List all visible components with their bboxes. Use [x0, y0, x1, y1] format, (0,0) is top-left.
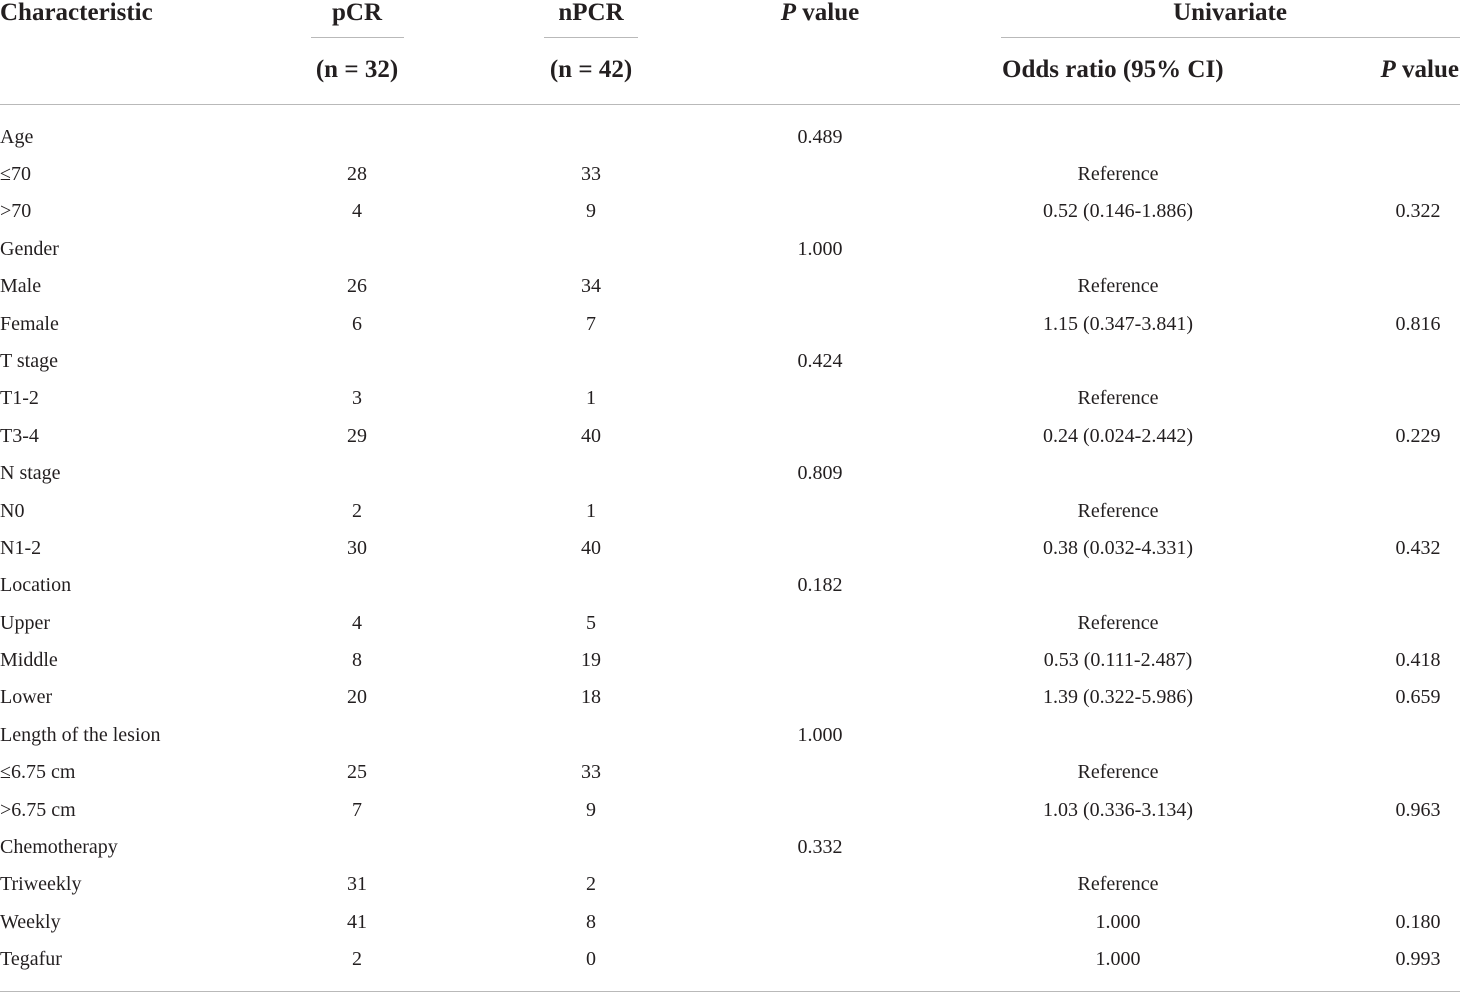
- table-row: [0, 574, 1460, 611]
- cell-odds-ratio: Reference: [1077, 761, 1159, 783]
- cell-pcr: 41: [347, 911, 367, 933]
- table-row: [0, 911, 1460, 948]
- cell-odds-ratio: Reference: [1077, 873, 1159, 895]
- header-up-italic: P: [1380, 56, 1396, 83]
- cell-characteristic: >6.75 cm: [0, 799, 76, 821]
- cell-pcr: 30: [347, 537, 367, 559]
- table-row: [0, 799, 1460, 836]
- cell-univariate-p: 0.322: [1395, 200, 1441, 222]
- table-row: [0, 836, 1460, 873]
- cell-characteristic: Lower: [0, 686, 53, 708]
- cell-characteristic: Length of the lesion: [0, 724, 161, 746]
- cell-odds-ratio: Reference: [1077, 612, 1159, 634]
- npcr-underline: [544, 37, 638, 38]
- table-row: [0, 462, 1460, 499]
- cell-characteristic: Female: [0, 313, 59, 335]
- table-row: [0, 163, 1460, 200]
- cell-characteristic: Gender: [0, 238, 59, 260]
- cell-npcr: 33: [581, 761, 601, 783]
- cell-characteristic: Middle: [0, 649, 58, 671]
- table-row: [0, 275, 1460, 312]
- cell-pcr: 28: [347, 163, 367, 185]
- cell-odds-ratio: 0.52 (0.146-1.886): [1043, 200, 1193, 222]
- table-row: [0, 686, 1460, 723]
- cell-p-value: 0.809: [797, 462, 843, 484]
- cell-npcr: 2: [586, 873, 596, 895]
- table-row: [0, 126, 1460, 163]
- cell-characteristic: T3-4: [0, 425, 39, 447]
- table-row: [0, 761, 1460, 798]
- cell-odds-ratio: 0.24 (0.024-2.442): [1043, 425, 1193, 447]
- cell-odds-ratio: 1.000: [1095, 948, 1141, 970]
- cell-univariate-p: 0.418: [1395, 649, 1441, 671]
- cell-pcr: 29: [347, 425, 367, 447]
- cell-pcr: 4: [352, 612, 362, 634]
- table-row: [0, 350, 1460, 387]
- cell-characteristic: Chemotherapy: [0, 836, 118, 858]
- cell-characteristic: Location: [0, 574, 72, 596]
- cell-npcr: 40: [581, 425, 601, 447]
- cell-npcr: 5: [586, 612, 596, 634]
- cell-npcr: 33: [581, 163, 601, 185]
- cell-univariate-p: 0.180: [1395, 911, 1441, 933]
- cell-pcr: 8: [352, 649, 362, 671]
- cell-odds-ratio: 0.53 (0.111-2.487): [1043, 649, 1193, 671]
- cell-odds-ratio: Reference: [1077, 163, 1159, 185]
- cell-p-value: 1.000: [797, 724, 843, 746]
- header-univariate: Univariate: [1173, 0, 1287, 26]
- cell-odds-ratio: Reference: [1077, 275, 1159, 297]
- cell-npcr: 1: [586, 500, 596, 522]
- cell-characteristic: Triweekly: [0, 873, 82, 895]
- cell-odds-ratio: 1.000: [1095, 911, 1141, 933]
- cell-univariate-p: 0.659: [1395, 686, 1441, 708]
- cell-characteristic: ≤70: [0, 163, 31, 185]
- table-row: [0, 387, 1460, 424]
- cell-characteristic: Upper: [0, 612, 50, 634]
- cell-odds-ratio: 1.39 (0.322-5.986): [1043, 686, 1193, 708]
- header-pcr: pCR: [331, 0, 383, 26]
- cell-pcr: 26: [347, 275, 367, 297]
- cell-p-value: 0.182: [797, 574, 843, 596]
- cell-characteristic: T1-2: [0, 387, 39, 409]
- header-pcr-n: (n = 32): [315, 56, 399, 83]
- table-row: [0, 537, 1460, 574]
- table-row: [0, 649, 1460, 686]
- cell-pcr: 7: [352, 799, 362, 821]
- cell-odds-ratio: 0.38 (0.032-4.331): [1043, 537, 1193, 559]
- cell-characteristic: Age: [0, 126, 34, 148]
- univariate-underline: [1001, 37, 1460, 38]
- cell-pcr: 20: [347, 686, 367, 708]
- header-npcr: nPCR: [558, 0, 624, 26]
- cell-characteristic: ≤6.75 cm: [0, 761, 76, 783]
- cell-pcr: 3: [352, 387, 362, 409]
- table-row: [0, 425, 1460, 462]
- cell-univariate-p: 0.993: [1395, 948, 1441, 970]
- table-row: [0, 500, 1460, 537]
- header-p-italic: P: [780, 0, 797, 26]
- cell-npcr: 8: [586, 911, 596, 933]
- cell-characteristic: N0: [0, 500, 25, 522]
- cell-p-value: 0.424: [797, 350, 843, 372]
- cell-p-value: 0.489: [797, 126, 843, 148]
- cell-odds-ratio: Reference: [1077, 500, 1159, 522]
- cell-p-value: 0.332: [797, 836, 843, 858]
- cell-pcr: 2: [352, 500, 362, 522]
- cell-pcr: 6: [352, 313, 362, 335]
- cell-characteristic: Tegafur: [0, 948, 62, 970]
- cell-odds-ratio: Reference: [1077, 387, 1159, 409]
- cell-npcr: 1: [586, 387, 596, 409]
- header-p-rest: value: [796, 0, 860, 26]
- pcr-underline: [311, 37, 404, 38]
- cell-npcr: 19: [581, 649, 601, 671]
- table-row: [0, 200, 1460, 237]
- cell-npcr: 34: [581, 275, 601, 297]
- cell-pcr: 25: [347, 761, 367, 783]
- table-row: [0, 724, 1460, 761]
- header-p-value: [781, 0, 859, 26]
- cell-characteristic: N1-2: [0, 537, 42, 559]
- table-row: [0, 313, 1460, 350]
- cell-characteristic: N stage: [0, 462, 61, 484]
- cell-characteristic: Weekly: [0, 911, 61, 933]
- header-univariate-p-value: [1381, 57, 1459, 83]
- cell-pcr: 31: [347, 873, 367, 895]
- cell-univariate-p: 0.963: [1395, 799, 1441, 821]
- table-row: [0, 948, 1460, 985]
- header-npcr-n: (n = 42): [549, 56, 633, 83]
- cell-npcr: 40: [581, 537, 601, 559]
- cell-odds-ratio: 1.03 (0.336-3.134): [1043, 799, 1193, 821]
- table-bottom-rule: [0, 991, 1460, 992]
- cell-characteristic: >70: [0, 200, 32, 222]
- cell-npcr: 0: [586, 948, 596, 970]
- cell-univariate-p: 0.816: [1395, 313, 1441, 335]
- header-characteristic: Characteristic: [0, 0, 153, 26]
- header-up-rest: value: [1395, 56, 1459, 83]
- cell-p-value: 1.000: [797, 238, 843, 260]
- header-bottom-rule: [0, 104, 1460, 105]
- cell-npcr: 18: [581, 686, 601, 708]
- table-row: [0, 238, 1460, 275]
- cell-univariate-p: 0.432: [1395, 537, 1441, 559]
- cell-odds-ratio: 1.15 (0.347-3.841): [1043, 313, 1193, 335]
- header-odds-ratio: Odds ratio (95% CI): [1002, 56, 1224, 83]
- cell-univariate-p: 0.229: [1395, 425, 1441, 447]
- table-row: [0, 612, 1460, 649]
- cell-pcr: 4: [352, 200, 362, 222]
- cell-pcr: 2: [352, 948, 362, 970]
- cell-npcr: 7: [586, 313, 596, 335]
- cell-npcr: 9: [586, 200, 596, 222]
- table-row: [0, 873, 1460, 910]
- cell-npcr: 9: [586, 799, 596, 821]
- cell-characteristic: Male: [0, 275, 42, 297]
- cell-characteristic: T stage: [0, 350, 58, 372]
